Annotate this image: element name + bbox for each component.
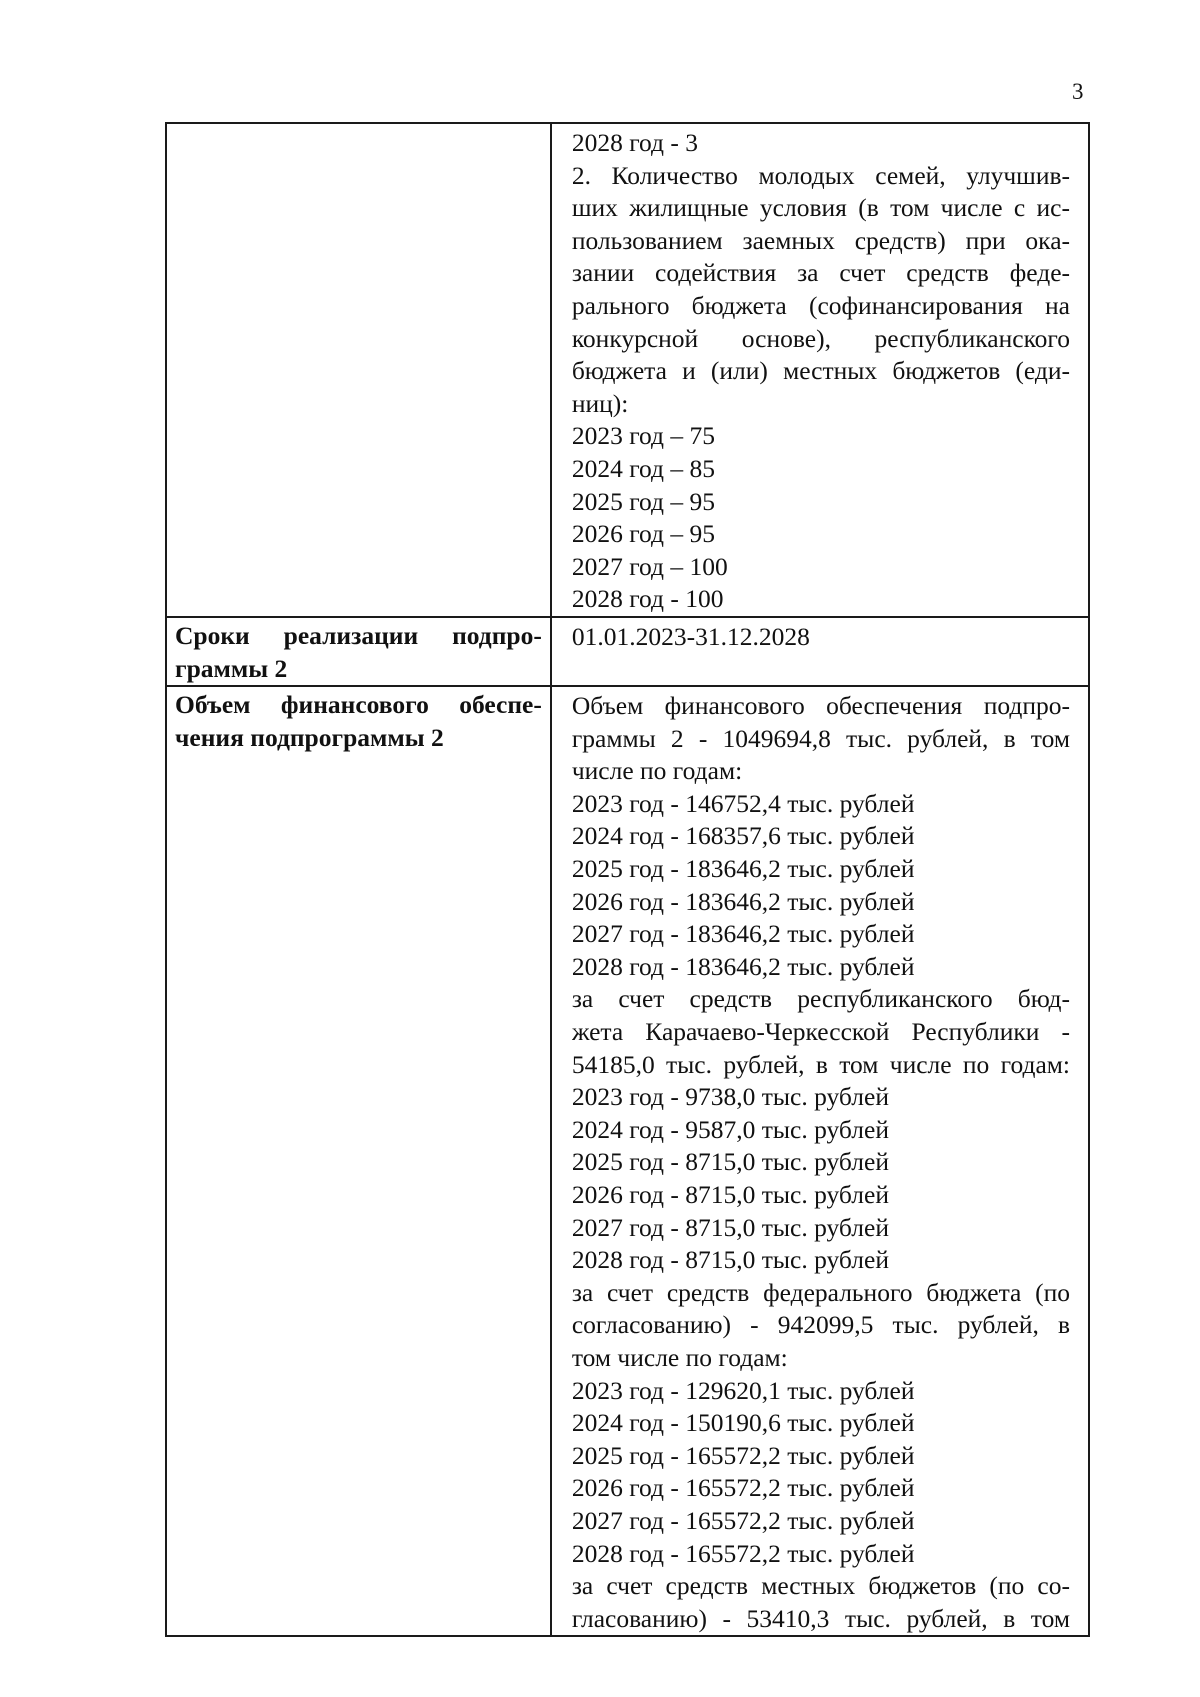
row-label-line: граммы 2 — [175, 653, 288, 683]
row-value-line: 2027 год – 100 — [571, 551, 728, 581]
row-value-line: жета Карачаево-Черкесской Республики - — [571, 1017, 1070, 1047]
row-value-line: 2025 год - 183646,2 тыс. рублей — [571, 854, 915, 884]
row-value-line: конкурсной основе), республиканского — [571, 323, 1070, 353]
table-row — [166, 123, 1089, 617]
row-value-line: числе по годам: — [571, 756, 743, 786]
row-value-line: зании содействия за счет средств феде- — [571, 258, 1070, 288]
row-label-line: чения подпрограммы 2 — [175, 722, 444, 752]
row-value-line: 2028 год - 183646,2 тыс. рублей — [571, 951, 915, 981]
row-value-line: 2023 год - 129620,1 тыс. рублей — [571, 1375, 915, 1405]
row-value-line: 2028 год - 3 — [571, 128, 699, 157]
row-value-line: 54185,0 тыс. рублей, в том числе по годам: — [571, 1049, 1070, 1079]
row-value-line: Объем финансового обеспечения подпро- — [571, 691, 1070, 721]
row-value-line: согласованию) - 942099,5 тыс. рублей, в — [571, 1310, 1070, 1340]
page-number: 3 — [1072, 79, 1084, 104]
row-value-line: ших жилищные условия (в том числе с ис- — [571, 193, 1070, 223]
passport-table — [165, 122, 1090, 1637]
row-value-line: 2. Количество молодых семей, улучшив- — [571, 160, 1070, 190]
row-value-line: 2026 год - 165572,2 тыс. рублей — [571, 1473, 915, 1503]
row-value — [562, 124, 1080, 616]
row-value — [562, 687, 1080, 1635]
row-value-line: том числе по годам: — [571, 1342, 788, 1372]
row-value-line: 2023 год - 146752,4 тыс. рублей — [571, 788, 915, 818]
row-value-line: 2024 год - 9587,0 тыс. рублей — [571, 1114, 889, 1144]
row-label-line: Объем финансового обеспе- — [175, 690, 542, 720]
row-value-line: за счет средств федерального бюджета (по — [571, 1277, 1070, 1307]
table-row — [166, 686, 1089, 1636]
row-value-line: 2024 год - 150190,6 тыс. рублей — [571, 1408, 915, 1438]
row-value-line: 2026 год – 95 — [571, 519, 716, 549]
row-value-line: 2026 год - 8715,0 тыс. рублей — [571, 1180, 889, 1209]
row-value-line: 2025 год - 8715,0 тыс. рублей — [571, 1147, 889, 1177]
row-value-line: 2027 год - 8715,0 тыс. рублей — [571, 1212, 889, 1242]
row-value-line: 2025 год – 95 — [571, 486, 716, 516]
row-value — [562, 618, 1080, 654]
row-label — [167, 687, 550, 754]
row-value-line: 2023 год – 75 — [571, 421, 716, 451]
table-row — [166, 617, 1089, 686]
row-value-line: гласованию) - 53410,3 тыс. рублей, в том — [571, 1603, 1070, 1633]
row-value-line: 2028 год - 165572,2 тыс. рублей — [571, 1538, 915, 1568]
row-value-line: бюджета и (или) местных бюджетов (еди- — [571, 356, 1070, 386]
row-label-cell — [166, 617, 551, 686]
row-value-cell — [551, 617, 1089, 686]
row-label — [167, 618, 550, 685]
row-value-line: ниц): — [571, 388, 629, 418]
row-value-line: рального бюджета (софинансирования на — [571, 290, 1070, 320]
row-value-line: 2023 год - 9738,0 тыс. рублей — [571, 1082, 889, 1112]
row-label-line: Сроки реализации подпро- — [175, 620, 542, 650]
row-value-line: пользованием заемных средств) при ока- — [571, 225, 1070, 255]
row-value-cell — [551, 123, 1089, 617]
row-label-cell — [166, 123, 551, 617]
row-value-line: 2026 год - 183646,2 тыс. рублей — [571, 886, 915, 916]
row-value-line: за счет средств местных бюджетов (по со- — [571, 1571, 1070, 1601]
row-value-line: 2024 год - 168357,6 тыс. рублей — [571, 821, 915, 851]
row-value-line: 2024 год – 85 — [571, 453, 716, 483]
row-label-cell — [166, 686, 551, 1636]
row-value-line: 2028 год - 100 — [571, 584, 724, 614]
row-value-line: 2027 год - 183646,2 тыс. рублей — [571, 919, 915, 949]
row-value-cell — [551, 686, 1089, 1636]
row-value-line: 2027 год - 165572,2 тыс. рублей — [571, 1505, 915, 1535]
row-value-line: за счет средств республиканского бюд- — [571, 984, 1070, 1014]
row-value-line: 01.01.2023-31.12.2028 — [571, 621, 810, 651]
row-value-line: 2025 год - 165572,2 тыс. рублей — [571, 1440, 915, 1470]
row-value-line: 2028 год - 8715,0 тыс. рублей — [571, 1245, 889, 1275]
row-value-line: граммы 2 - 1049694,8 тыс. рублей, в том — [571, 723, 1070, 753]
